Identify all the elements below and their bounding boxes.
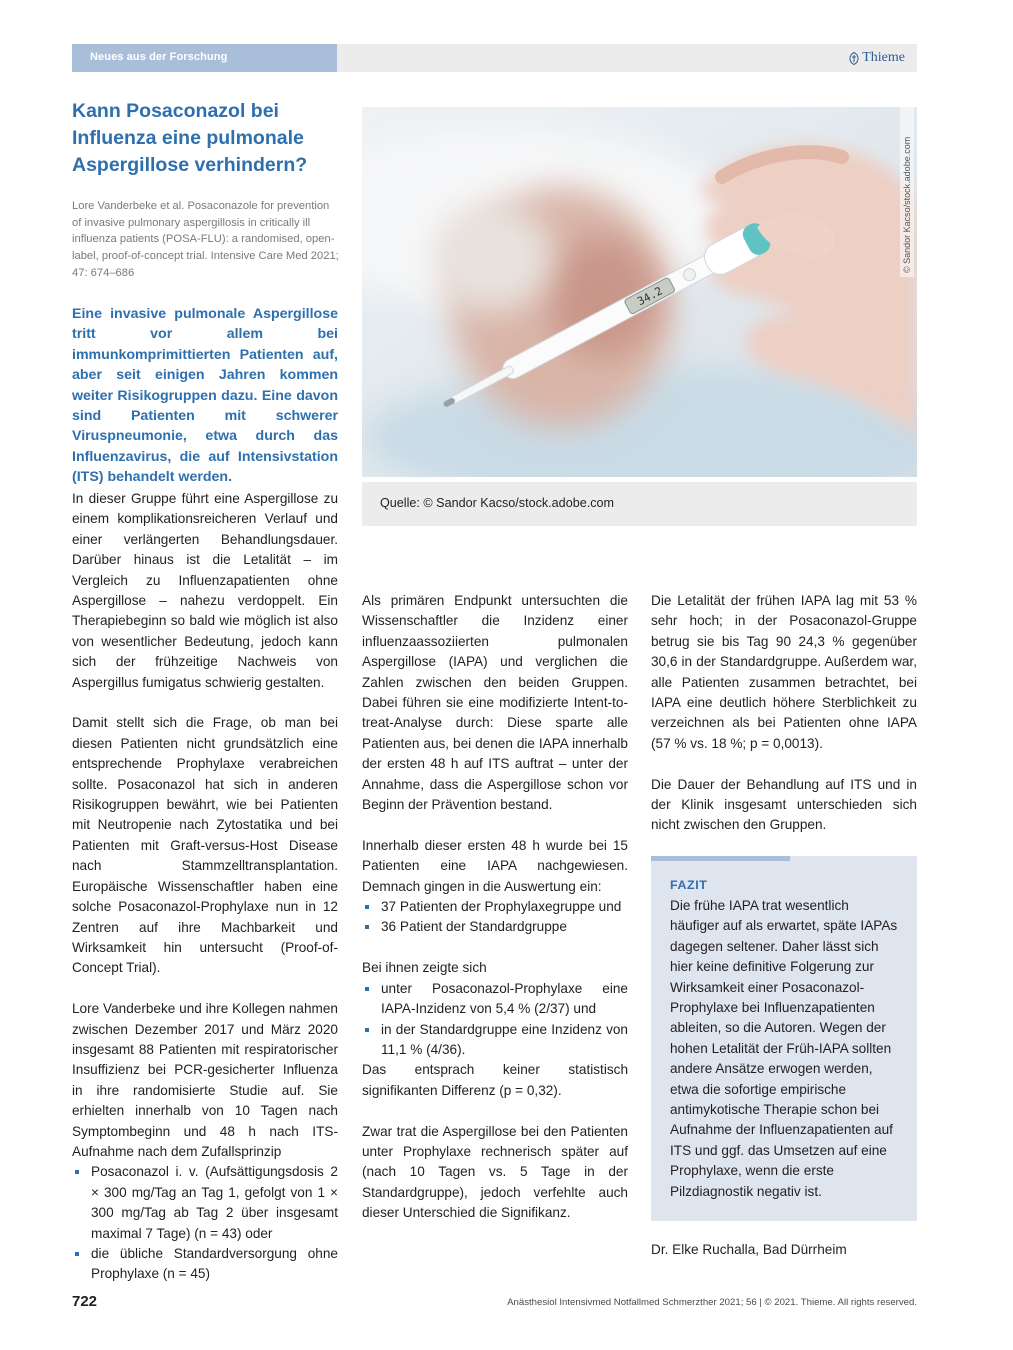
results-list <box>362 979 628 1061</box>
body-paragraph: Lore Vanderbeke und ihre Kollegen nahmen zwischen Dezember 2017 und März 2020 insgesamt 88 Patienten mit respiratorischer Insuffizienz bei PCR-gesicherter Influenza in ihre randomisierte Studie auf. Sie erhielten innerhalb von 10 Tagen nach Symptombeginn und 48 h nach ITS-Aufnahme nach dem Zufallsprinzip <box>72 1001 338 1159</box>
article-lead: Eine invasive pulmonale Aspergillose tritt vor allem bei immunkomprimittierten Patienten auf, aber seit einigen Jahren kommen weiter Risikogruppen dazu. Eine davon sind Patienten mit schwerer Viruspneumonie, etwa durch das Influenzavirus, die auf Intensivstation (ITS) behandelt werden. <box>72 306 338 486</box>
body-paragraph: Zwar trat die Aspergillose bei den Patienten unter Prophylaxe rechnerisch später auf (nach 10 Tagen vs. 5 Tage in der Standardgruppe), jedoch verfehlte auch dieser Unterschied die Signifikanz. <box>362 1123 628 1221</box>
section-header-bar <box>72 44 337 72</box>
figure-caption: Quelle: © Sandor Kacso/stock.adobe.com <box>380 496 614 510</box>
article-author: Dr. Elke Ruchalla, Bad Dürrheim <box>651 1242 847 1257</box>
thieme-logo-icon <box>849 52 859 65</box>
fazit-tab-accent <box>651 856 790 861</box>
journal-reference: Anästhesiol Intensivmed Notfallmed Schmerzther 2021; 56 | © 2021. Thieme. All rights reserved. <box>507 1297 917 1308</box>
list-item: 37 Patienten der Prophylaxegruppe und <box>362 897 628 917</box>
body-paragraph: Die Dauer der Behandlung auf ITS und in der Klinik insgesamt unterschieden sich nicht zwischen den Gruppen. <box>651 776 917 833</box>
brand-name: Thieme <box>862 50 905 65</box>
photo-credit-text: © Sandor Kacso/stock.adobe.com <box>902 136 912 273</box>
thermometer-display: 34.2 <box>635 284 665 309</box>
fazit-box <box>651 856 917 1221</box>
list-item: in der Standardgruppe eine Inzidenz von 11,1 % (4/36). <box>362 1020 628 1061</box>
body-paragraph: In dieser Gruppe führt eine Aspergillose zu einem komplikationsreicheren Verlauf und einer verlängerten Behandlungsdauer. Darüber hinaus ist die Letalität – im Vergleich zu Influenzapatienten ohne Aspergillose – nahezu verdoppelt. Ein Therapiebeginn so bald wie möglich ist also von wesentlicher Bedeutung, jedoch kann sich der frühzeitige Nachweis von Aspergillus fumigatus schwierig gestalten. <box>72 491 338 690</box>
randomisation-list <box>72 1162 338 1284</box>
body-column-2 <box>362 591 628 1224</box>
body-paragraph: Die Letalität der frühen IAPA lag mit 53 % sehr hoch; in der Posaconazol-Gruppe betrug sie bis Tag 90 24,3 % gegenüber 30,6 in der Standardgruppe. Außerdem war, alle Patienten zusammen betrachtet, bei IAPA eine deutlich höhere Sterblichkeit zu verzeichnen als bei Patienten ohne IAPA (57 % vs. 18 %; p = 0,0013). <box>651 593 917 751</box>
body-column-1 <box>72 489 338 1285</box>
body-column-3 <box>651 591 917 836</box>
article-photo <box>362 107 917 477</box>
list-item: unter Posaconazol-Prophylaxe eine IAPA-Inzidenz von 5,4 % (2/37) und <box>362 979 628 1020</box>
list-item: Posaconazol i. v. (Aufsättigungsdosis 2 × 300 mg/Tag an Tag 1, gefolgt von 1 × 300 mg/Tag ab Tag 2 über insgesamt maximal 7 Tage) (n = 43) oder <box>72 1162 338 1244</box>
body-paragraph: Als primären Endpunkt untersuchten die Wissenschaftler die Inzidenz einer influenzaassoziierten pulmonalen Aspergillose (IAPA) und verglichen die Zahlen zwischen den beiden Gruppen. Dabei führen sie eine modifizierte Intent-to-treat-Analyse durch: Diese sparte alle Patienten aus, bei denen die IAPA innerhalb der ersten 48 h auf ITS auftrat – unter der Annahme, dass die Aspergillose schon vor Beginn der Prävention bestand. <box>362 593 628 813</box>
fazit-title: FAZIT <box>670 878 708 892</box>
section-label: Neues aus der Forschung <box>90 51 228 63</box>
body-paragraph: Das entsprach keiner statistisch signifikanten Differenz (p = 0,32). <box>362 1062 628 1098</box>
page-number: 722 <box>72 1293 98 1310</box>
publisher-brand <box>849 50 905 66</box>
evaluation-list <box>362 897 628 938</box>
body-paragraph: Innerhalb dieser ersten 48 h wurde bei 15 Patienten eine IAPA nachgewiesen. Demnach gingen in die Auswertung ein: <box>362 837 628 894</box>
body-paragraph: Bei ihnen zeigte sich <box>362 960 487 976</box>
fazit-text: Die frühe IAPA trat wesentlich häufiger auf als erwartet, späte IAPAs dagegen seltener. Daher lässt sich hier keine definitive Folgerung zur Wirksamkeit einer Posaconazol-Prophylaxe bei Influenzapatienten ableiten, so die Autoren. Wegen der hohen Letalität der Früh-IAPA sollten andere Ansätze erwogen werden, etwa die sofortige empirische antimykotische Therapie schon bei Aufnahme der Influenzapatienten auf ITS und ggf. das Umsetzen auf eine Prophylaxe, wenn die erste Pilzdiagnostik negativ ist. <box>670 898 898 1199</box>
article-citation: Lore Vanderbeke et al. Posaconazole for prevention of invasive pulmonary aspergillosis in critically ill influenza patients (POSA-FLU): a randomised, open-label, proof-of-concept trial. Intensive Care Med 2021; 47: 674–686 <box>72 200 339 279</box>
header-rule <box>337 44 917 72</box>
body-paragraph: Damit stellt sich die Frage, ob man bei diesen Patienten nicht grundsätzlich eine entsprechende Prophylaxe verabreichen sollte. Posaconazol hat sich in anderen Risikogruppen bewährt, wie bei Patienten mit Neutropenie nach Zytostatika und bei Patienten mit Graft-versus-Host Disease nach Stammzelltransplantation. Europäische Wissenschaftler haben eine solche Posaconazol-Prophylaxe nun in 12 Zentren auf ihre Machbarkeit und Wirksamkeit hin untersucht (Proof-of-Concept Trial). <box>72 715 338 976</box>
figure-caption-box <box>362 482 917 526</box>
photo-credit-vertical <box>900 107 914 277</box>
list-item: die übliche Standardversorgung ohne Prophylaxe (n = 45) <box>72 1244 338 1285</box>
list-item: 36 Patient der Standardgruppe <box>362 917 628 937</box>
article-title: Kann Posaconazol bei Influenza eine pulmonale Aspergillose verhindern? <box>72 100 308 176</box>
thermometer-photo-illustration <box>362 107 917 477</box>
